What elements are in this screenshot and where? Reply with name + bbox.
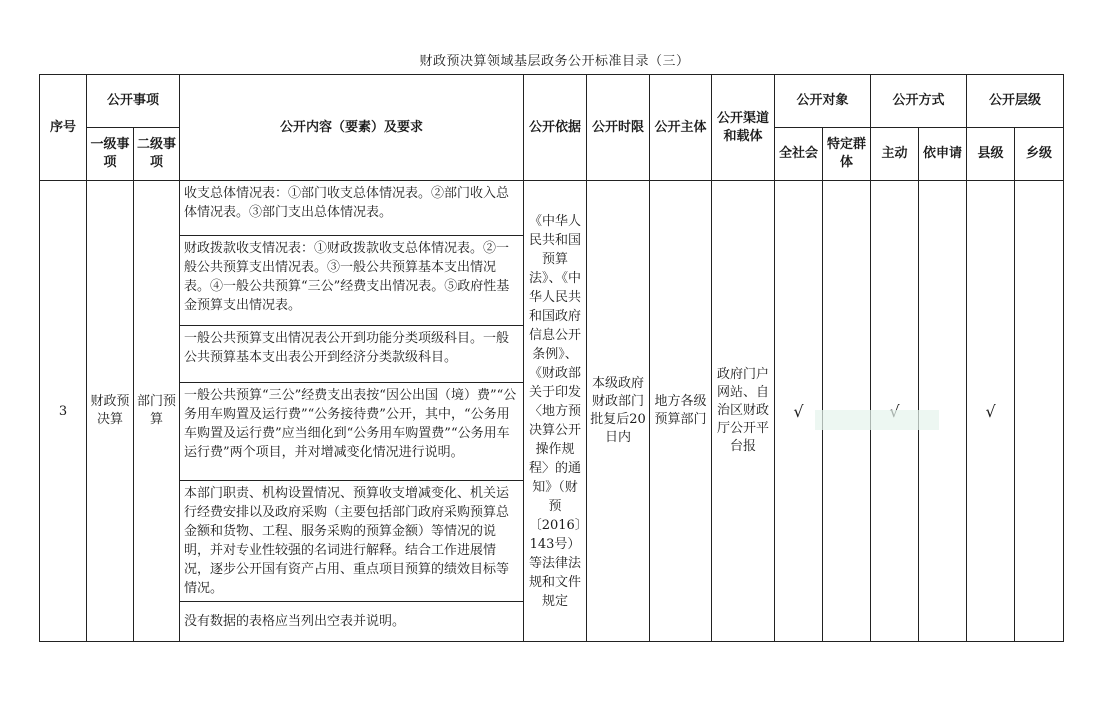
cell-level-town	[1015, 181, 1064, 642]
header-method-active: 主动	[871, 128, 919, 181]
header-level: 公开层级	[967, 75, 1064, 128]
content-item: 收支总体情况表：①部门收支总体情况表。②部门收入总体情况表。③部门支出总体情况表。	[180, 181, 524, 236]
cell-level1: 财政预决算	[87, 181, 134, 642]
header-subject: 公开主体	[650, 75, 712, 181]
cell-basis: 《中华人民共和国预算法》、《中华人民共和国政府信息公开条例》、《财政部关于印发〈地方预决算公开操作规程〉的通知》（财预〔2016〕143号）等法律法规和文件规定	[524, 181, 587, 642]
header-basis: 公开依据	[524, 75, 587, 181]
header-matters: 公开事项	[87, 75, 180, 128]
header-seq: 序号	[40, 75, 87, 181]
header-method-apply: 依申请	[919, 128, 967, 181]
cell-level-county: √	[967, 181, 1015, 642]
header-time: 公开时限	[587, 75, 650, 181]
cell-time: 本级政府财政部门批复后20日内	[587, 181, 650, 642]
content-item: 没有数据的表格应当列出空表并说明。	[180, 602, 524, 642]
header-level-county: 县级	[967, 128, 1015, 181]
content-item: 一般公共预算支出情况表公开到功能分类项级科目。一般公共预算基本支出表公开到经济分类款级科目。	[180, 326, 524, 383]
cell-channel: 政府门户网站、自治区财政厅公开平台报	[712, 181, 775, 642]
header-target-all: 全社会	[775, 128, 823, 181]
watermark	[815, 410, 939, 430]
standard-catalog-table	[39, 74, 1064, 642]
cell-level2: 部门预算	[134, 181, 180, 642]
header-level-town: 乡级	[1015, 128, 1064, 181]
header-level1: 一级事项	[87, 128, 134, 181]
header-content: 公开内容（要素）及要求	[180, 75, 524, 181]
cell-subject: 地方各级预算部门	[650, 181, 712, 642]
content-item: 本部门职责、机构设置情况、预算收支增减变化、机关运行经费安排以及政府采购（主要包括部门政府采购预算总金额和货物、工程、服务采购的预算金额）等情况的说明，并对专业性较强的名词进行解释。结合工作进展情况，逐步公开国有资产占用、重点项目预算的绩效目标等情况。	[180, 481, 524, 602]
header-level2: 二级事项	[134, 128, 180, 181]
header-target-specific: 特定群体	[823, 128, 871, 181]
content-item: 财政拨款收支情况表：①财政拨款收支总体情况表。②一般公共预算支出情况表。③一般公共预算基本支出情况表。④一般公共预算“三公”经费支出情况表。⑤政府性基金预算支出情况表。	[180, 236, 524, 326]
content-item: 一般公共预算“三公”经费支出表按“因公出国（境）费”“公务用车购置及运行费”“公务接待费”公开，其中，“公务用车购置及运行费”应当细化到“公务用车购置费”“公务用车运行费”两个项目，并对增减变化情况进行说明。	[180, 383, 524, 481]
cell-seq: 3	[40, 181, 87, 642]
page-title: 财政预决算领域基层政务公开标准目录（三）	[419, 54, 690, 69]
header-channel: 公开渠道和载体	[712, 75, 775, 181]
header-target: 公开对象	[775, 75, 871, 128]
header-method: 公开方式	[871, 75, 967, 128]
cell-target-all: √	[775, 181, 823, 642]
